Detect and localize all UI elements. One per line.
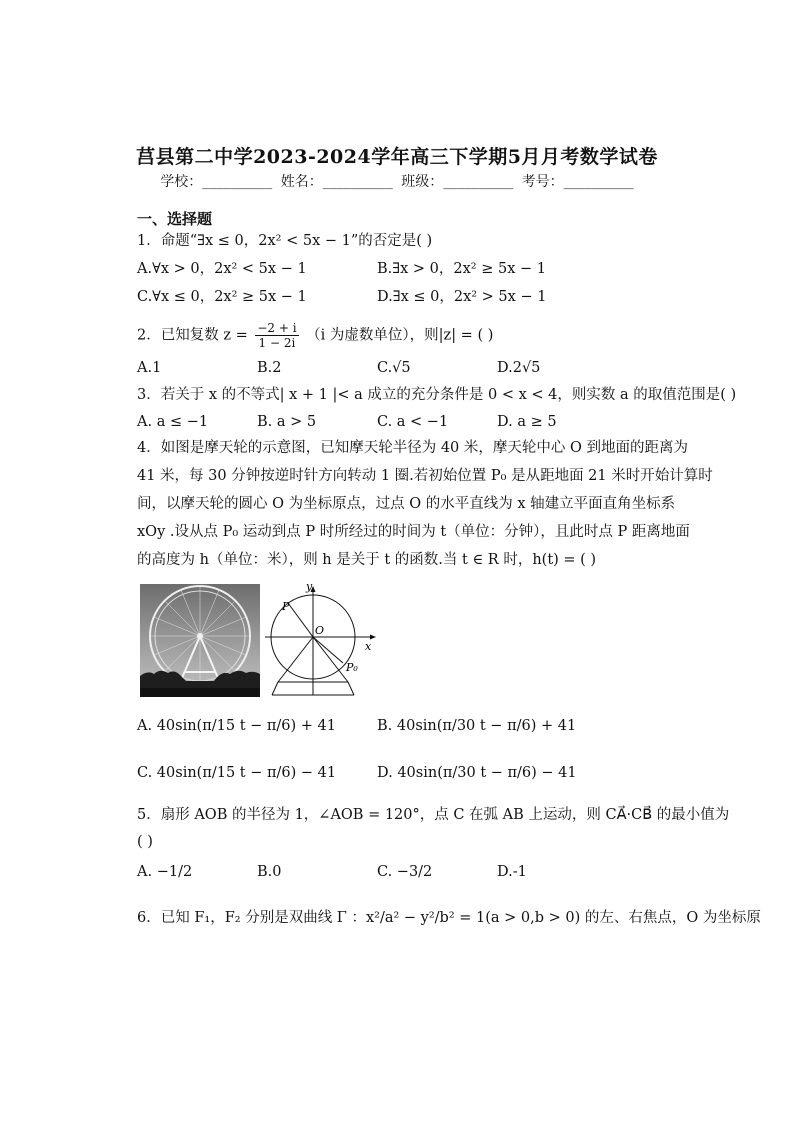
- point-p-label: P: [282, 600, 290, 613]
- q5-option-d[interactable]: D.-1: [497, 864, 527, 880]
- ferris-wheel-photo: [140, 584, 260, 697]
- section-heading: 一、选择题: [137, 210, 213, 228]
- y-axis-label: y: [306, 580, 313, 593]
- point-p0-label: P₀: [346, 661, 358, 674]
- q5-line-1: 5．扇形 AOB 的半径为 1，∠AOB = 120°，点 C 在弧 AB 上运动，则 CA⃗·CB⃗ 的最小值为: [137, 807, 730, 823]
- q1-option-c[interactable]: C.∀x ≤ 0，2x² ≥ 5x − 1: [137, 289, 307, 305]
- number-field[interactable]: 考号：__________: [521, 174, 634, 190]
- q3-option-c[interactable]: C. a < −1: [377, 414, 449, 430]
- q5-option-c[interactable]: C. −3/2: [377, 864, 433, 880]
- q2-stem: [137, 321, 493, 350]
- x-axis-label: x: [365, 640, 372, 653]
- q4-option-a[interactable]: A. 40sin(π/15 t − π/6) + 41: [137, 718, 336, 734]
- q1-option-a[interactable]: A.∀x > 0，2x² < 5x − 1: [137, 261, 307, 277]
- q4-line-1: 4．如图是摩天轮的示意图，已知摩天轮半径为 40 米，摩天轮中心 O 到地面的距离为: [137, 440, 688, 456]
- q5-line-2: ( ): [137, 834, 153, 850]
- q3-option-a[interactable]: A. a ≤ −1: [137, 414, 209, 430]
- origin-label: O: [315, 624, 325, 637]
- name-field[interactable]: 姓名：__________: [280, 174, 393, 190]
- q2-stem-post: （i 为虚数单位），则|z| = ( ): [306, 327, 494, 344]
- q2-fraction-numerator: −2 + i: [257, 321, 297, 335]
- x-axis-arrow-icon: [370, 635, 376, 640]
- school-field[interactable]: 学校：__________: [160, 174, 273, 190]
- class-field[interactable]: 班级：__________: [401, 174, 514, 190]
- q1-option-b[interactable]: B.∃x > 0，2x² ≥ 5x − 1: [377, 261, 546, 277]
- q2-stem-pre: 2．已知复数 z =: [137, 327, 248, 344]
- q2-option-a[interactable]: A.1: [137, 360, 162, 376]
- q1-option-d[interactable]: D.∃x ≤ 0，2x² > 5x − 1: [377, 289, 547, 305]
- q4-line-5: 的高度为 h（单位：米），则 h 是关于 t 的函数.当 t ∈ R 时，h(t) = ( ): [137, 552, 597, 568]
- q4-line-3: 间，以摩天轮的圆心 O 为坐标原点，过点 O 的水平直线为 x 轴建立平面直角坐标系: [137, 496, 676, 512]
- q2-option-c[interactable]: C.√5: [377, 360, 411, 376]
- student-info-line: [0, 171, 794, 191]
- ferris-wheel-diagram: [262, 578, 382, 700]
- q4-line-4: xOy .设从点 P₀ 运动到点 P 时所经过的时间为 t（单位：分钟），且此时点 P 距离地面: [137, 524, 690, 540]
- q3-option-d[interactable]: D. a ≥ 5: [497, 414, 557, 430]
- q3-stem: 3．若关于 x 的不等式| x + 1 |< a 成立的充分条件是 0 < x < 4，则实数 a 的取值范围是( ): [137, 387, 737, 403]
- q2-fraction-denominator: 1 − 2i: [258, 336, 296, 350]
- q6-line-1: 6．已知 F₁，F₂ 分别是双曲线 Γ ：x²/a² − y²/b² = 1(a > 0,b > 0) 的左、右焦点，O 为坐标原: [137, 910, 761, 926]
- q3-option-b[interactable]: B. a > 5: [257, 414, 317, 430]
- q5-option-b[interactable]: B.0: [257, 864, 282, 880]
- q5-option-a[interactable]: A. −1/2: [137, 864, 193, 880]
- q4-option-c[interactable]: C. 40sin(π/15 t − π/6) − 41: [137, 765, 337, 781]
- q2-fraction: [255, 321, 298, 350]
- q4-option-b[interactable]: B. 40sin(π/30 t − π/6) + 41: [377, 718, 577, 734]
- q2-option-b[interactable]: B.2: [257, 360, 282, 376]
- q1-stem: 1．命题“∃x ≤ 0，2x² < 5x − 1”的否定是( ): [137, 233, 433, 249]
- q2-option-d[interactable]: D.2√5: [497, 360, 541, 376]
- q4-option-d[interactable]: D. 40sin(π/30 t − π/6) − 41: [377, 765, 577, 781]
- exam-title: 莒县第二中学2023-2024学年高三下学期5月月考数学试卷: [136, 146, 658, 168]
- q4-line-2: 41 米，每 30 分钟按逆时针方向转动 1 圈.若初始位置 P₀ 是从距地面 21 米时开始计算时: [137, 468, 713, 484]
